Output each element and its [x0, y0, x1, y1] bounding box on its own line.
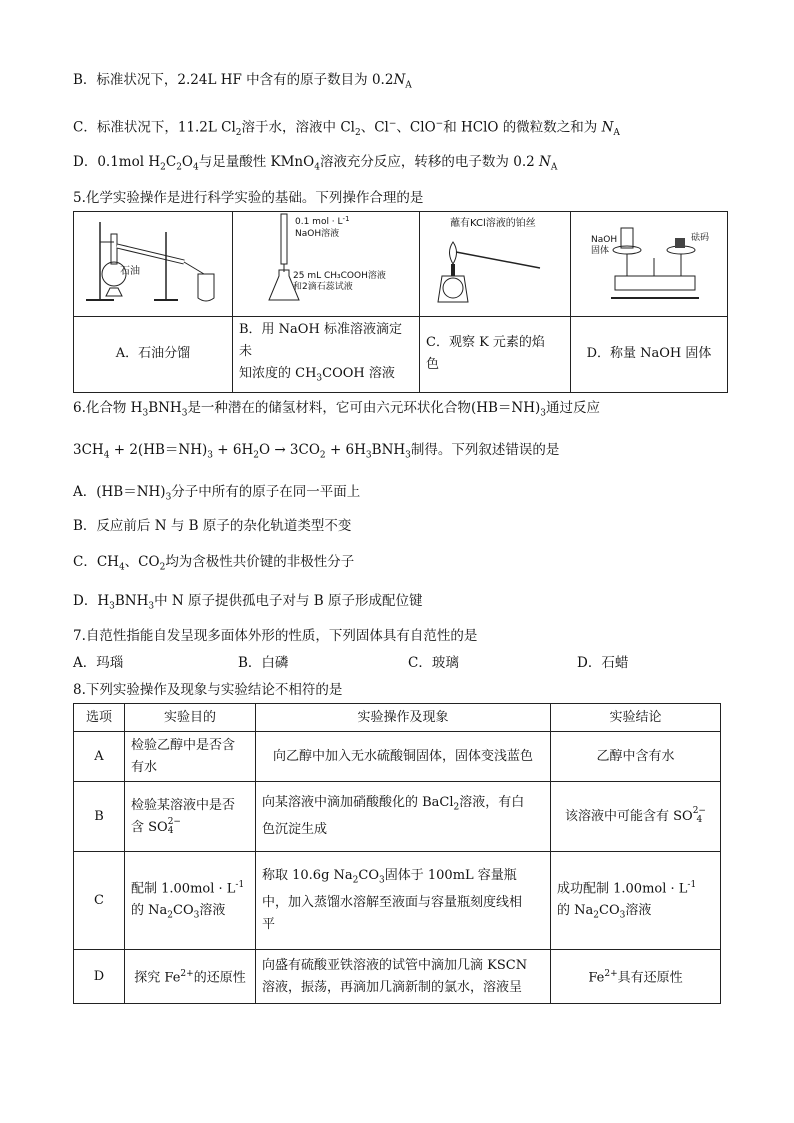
q7-option-d: D．石蜡 — [577, 655, 629, 671]
balance-image — [571, 212, 728, 317]
q5-stem: 5.化学实验操作是进行科学实验的基础。下列操作合理的是 — [73, 190, 424, 206]
q5-caption-a: A．石油分馏 — [74, 317, 233, 393]
q6-stem-line2: $3CH_4 + 2(HB=NH)_3 + 6H_2O \to 3CO_2 + 6H_3BNH_3$制得。下列叙述错误的是 — [73, 442, 560, 461]
q5-caption-d: D．称量 NaOH 固体 — [571, 317, 728, 393]
q4-option-c: C．标准状况下，11.2L $Cl_2$溶于水，溶液中 $Cl_2$、Cl−、ClO−和 HClO 的微粒数之和为 $N_A$ — [73, 119, 620, 139]
svg-text:25 mL CH₃COOH溶液: 25 mL CH₃COOH溶液 — [293, 271, 386, 281]
distillation-image — [74, 212, 233, 317]
svg-text:蘸有KCl溶液的铂丝: 蘸有KCl溶液的铂丝 — [450, 218, 536, 229]
header-operation: 实验操作及现象 — [256, 704, 551, 732]
svg-text:NaOH: NaOH — [591, 235, 618, 245]
header-conclusion: 实验结论 — [551, 704, 721, 732]
q7-stem: 7.自范性指能自发呈现多面体外形的性质，下列固体具有自范性的是 — [73, 628, 478, 644]
header-option: 选项 — [74, 704, 125, 732]
svg-text:0.1 mol · L-1: 0.1 mol · $L^{-1}$ — [295, 215, 350, 227]
table-row: C 配制 $1.00mol \cdot L^{-1}$ 的 $Na_2CO_3$溶液 称取 10.6g $Na_2CO_3$固体于 100mL 容量瓶 中，加入蒸馏水溶解至液面与容量瓶刻度线相 平 成功配制 $1.00mol \cdot L^{-1}$ 的 $Na_2CO_3$溶液 — [74, 852, 721, 950]
q6-option-b: B．反应前后 N 与 B 原子的杂化轨道类型不变 — [73, 518, 352, 534]
titration-image — [233, 212, 420, 317]
header-purpose: 实验目的 — [125, 704, 256, 732]
svg-text:和2滴石蕊试液: 和2滴石蕊试液 — [293, 282, 353, 292]
q4-option-b: B．标准状况下，2.24L HF 中含有的原子数目为 $0.2N_A$ — [73, 72, 412, 91]
svg-text:固体: 固体 — [591, 246, 610, 256]
q4-option-d: D．0.1mol $H_2C_2O_4$与足量酸性 KMnO$_4$溶液充分反应，转移的电子数为 0.2 $N_A$ — [73, 154, 558, 173]
q7-option-c: C．玻璃 — [408, 655, 459, 671]
q5-caption-c: C．观察 K 元素的焰 色 — [420, 317, 571, 393]
table-row: B 检验某溶液中是否 含 SO 2− 4 向某溶液中滴加硝酸酸化的 BaCl$_2$溶液，有白 色沉淀生成 该溶液中可能含有 SO 2− 4 — [74, 782, 721, 852]
q7-option-a: A．玛瑙 — [73, 655, 124, 671]
flame-test-image — [420, 212, 571, 317]
q5-apparatus-table — [73, 211, 728, 393]
svg-text:砝码: 砝码 — [691, 233, 710, 243]
q8-stem: 8.下列实验操作及现象与实验结论不相符的是 — [73, 682, 343, 698]
q5-caption-b: B．用 NaOH 标准溶液滴定未 知浓度的 $CH_3COOH$ 溶液 — [233, 317, 420, 393]
q8-table — [73, 703, 721, 1004]
oil-label: 石油 — [120, 266, 140, 277]
q6-option-d: D．$H_3BNH_3$中 N 原子提供孤电子对与 B 原子形成配位键 — [73, 593, 423, 612]
q6-option-a: A．$(HB=NH)_3$分子中所有的原子在同一平面上 — [73, 484, 361, 503]
q6-stem-line1: 6.化合物 $H_3BNH_3$是一种潜在的储氢材料，它可由六元环状化合物$(HB=NH)_3$通过反应 — [73, 400, 600, 419]
table-row: D 探究 $Fe^{2+}$的还原性 向盛有硫酸亚铁溶液的试管中滴加几滴 KSCN 溶液，振荡，再滴加几滴新制的氯水，溶液呈 $Fe^{2+}$具有还原性 — [74, 950, 721, 1004]
table-row: A 检验乙醇中是否含 有水 向乙醇中加入无水硫酸铜固体，固体变浅蓝色 乙醇中含有水 — [74, 732, 721, 782]
svg-text:NaOH溶液: NaOH溶液 — [295, 229, 340, 239]
q6-option-c: C．$CH_4$、$CO_2$均为含极性共价键的非极性分子 — [73, 554, 355, 573]
q7-option-b: B．白磷 — [238, 655, 289, 671]
q7-options — [0, 653, 794, 673]
